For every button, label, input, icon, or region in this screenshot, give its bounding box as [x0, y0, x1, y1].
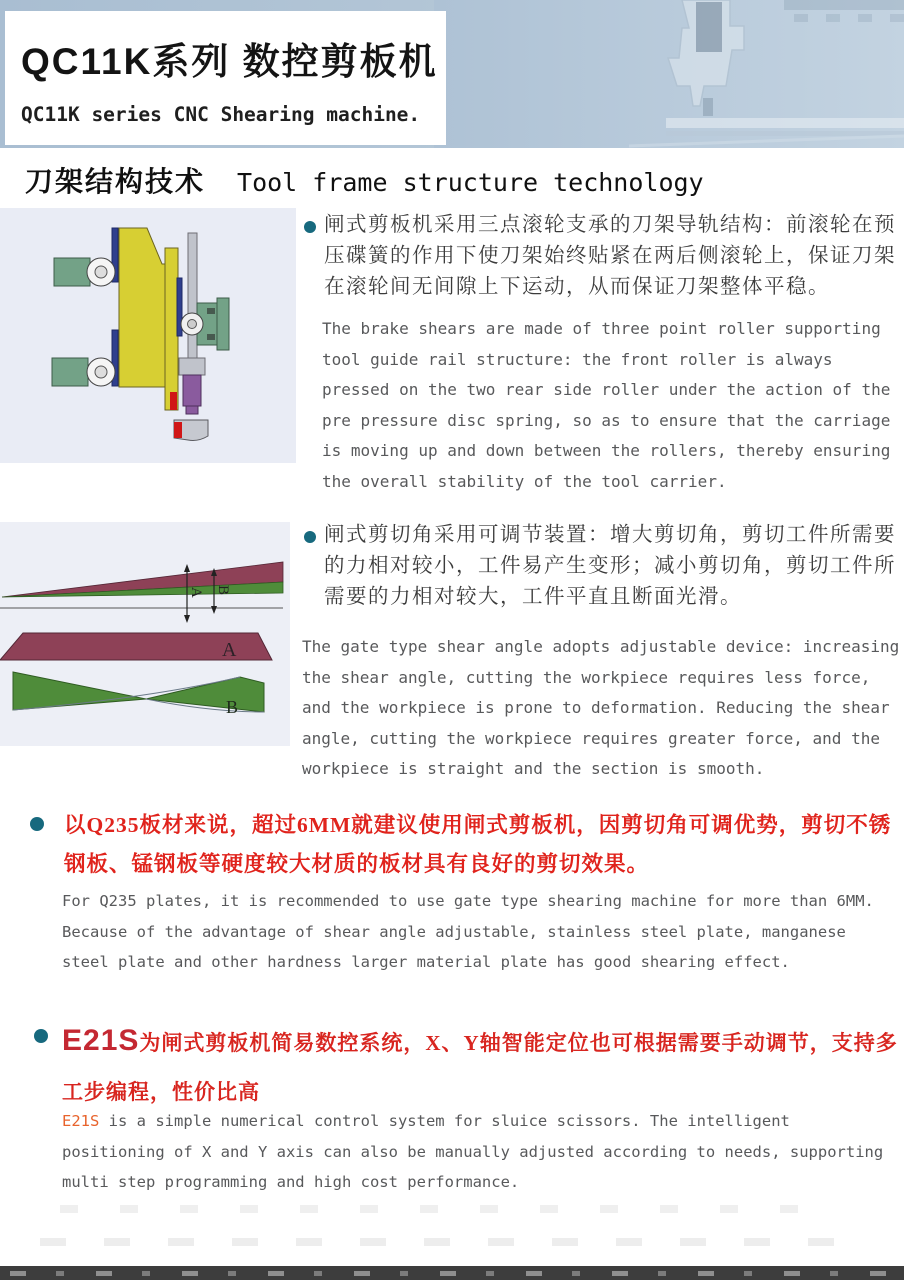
dim-label-a: A: [188, 587, 204, 598]
e21s-cn-body: 为闸式剪板机简易数控系统，X、Y轴智能定位也可根据需要手动调节，支持多工步编程，性价比高: [62, 1031, 898, 1104]
roller-structure-text-en: The brake shears are made of three point roller supporting tool guide rail structure: the front roller is always pressed on the two rear side roller under the action of the pre pressure disc spring, so as to ensure that the carriage is moving up and down between the rollers, thereby ensuring the overall stability of the tool carrier.: [322, 319, 891, 491]
q235-text-cn: 以Q235板材来说，超过6MM就建议使用闸式剪板机，因剪切角可调优势，剪切不锈钢板、锰钢板等硬度较大材质的板材具有良好的剪切效果。: [64, 813, 892, 876]
machine-photo: [434, 0, 904, 148]
section-title: [25, 160, 704, 200]
q235-text-en: For Q235 plates, it is recommended to use gate type shearing machine for more than 6MM. Because of the advantage of shear angle adjustable, stainless steel plate, manganese steel plate and other hardness larger material plate has good shearing effect.: [62, 892, 874, 971]
e21s-en-body: is a simple numerical control system for sluice scissors. The intelligent positioning of X and Y axis can also be manually adjusted according to needs, supporting multi step programming and high cost performance.: [62, 1112, 884, 1191]
footer-strip: [0, 1266, 904, 1280]
e21s-text-en: [62, 1106, 886, 1198]
shear-angle-text-en: The gate type shear angle adopts adjustable device: increasing the shear angle, cutting the workpiece requires less force, and the workpiece is prone to deformation. Reducing the shear angle, cutting the workpiece requires greater force, and the workpiece is straight and the section is smooth.: [302, 637, 900, 778]
diagram-roller-structure: [0, 208, 296, 463]
plate-label-a: A: [222, 639, 237, 661]
bullet-icon: [34, 1029, 48, 1043]
bullet-icon: [30, 817, 44, 831]
dim-label-b: B: [215, 585, 231, 596]
e21s-model-label-en: E21S: [62, 1112, 100, 1130]
footer-dashes: [10, 1271, 894, 1276]
title-box: [5, 11, 446, 145]
product-subtitle: QC11K series CNC Shearing machine.: [21, 103, 421, 126]
roller-structure-text-cn: 闸式剪板机采用三点滚轮支承的刀架导轨结构：前滚轮在预压碟簧的作用下使刀架始终贴紧在两后侧滚轮上，保证刀架在滚轮间无间隙上下运动，从而保证刀架整体平稳。: [324, 214, 896, 298]
blade-label-b: B: [226, 697, 239, 717]
e21s-model-label: E21S: [62, 1024, 140, 1057]
shear-angle-text-cn: 闸式剪切角采用可调节装置：增大剪切角，剪切工件所需要的力相对较小，工件易产生变形；减小剪切角，剪切工件所需要的力相对较大，工件平直且断面光滑。: [324, 524, 896, 608]
section-title-cn: 刀架结构技术: [25, 166, 206, 197]
bullet-icon: [304, 221, 316, 233]
e21s-text-cn: [62, 1016, 904, 1117]
header-banner: [0, 0, 904, 148]
section-title-en: Tool frame structure technology: [237, 168, 704, 197]
watermark-marks: [40, 1238, 860, 1246]
product-title: QC11K系列 数控剪板机: [21, 41, 438, 82]
watermark-marks: [60, 1205, 840, 1213]
bullet-icon: [304, 531, 316, 543]
diagram-shear-angle: [0, 522, 290, 746]
